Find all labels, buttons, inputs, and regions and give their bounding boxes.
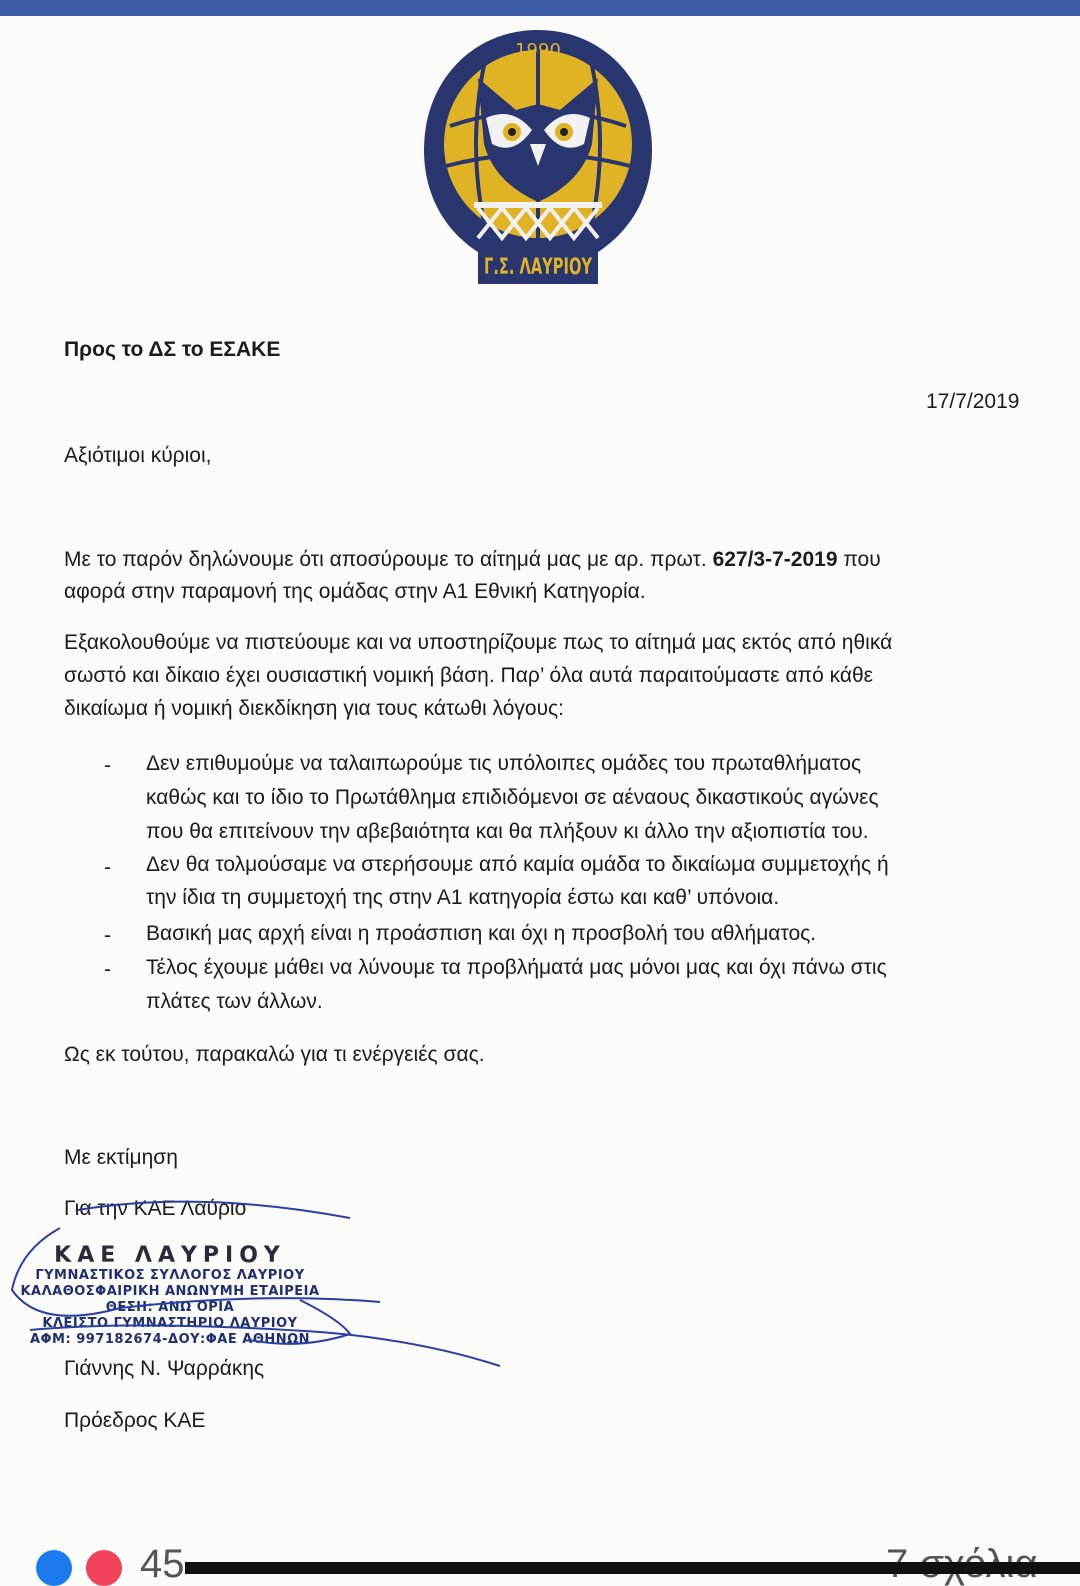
bullet-4-line-2: πλάτες των άλλων. <box>146 990 323 1013</box>
reactions-bar <box>0 1542 1080 1586</box>
like-icon[interactable] <box>36 1550 72 1586</box>
bullet-2-line-2: την ίδια τη συμμετοχή της στην Α1 κατηγορία έστω και καθ’ υπόνοια. <box>146 886 780 909</box>
divider-bar <box>185 1562 1080 1574</box>
para1-text-a: Με το παρόν δηλώνουμε ότι αποσύρουμε το αίτημά μας με αρ. πρωτ. <box>64 548 707 571</box>
stamp-line: ΘΕΣΗ: ΑΝΩ ΟΡΙΑ <box>105 1300 235 1315</box>
stamp-line: ΓΥΜΝΑΣΤΙΚΟΣ ΣΥΛΛΟΓΟΣ ΛΑΥΡΙΟΥ <box>35 1268 305 1283</box>
para1-text-b: που <box>843 548 881 571</box>
stamp-line: ΚΑΕ ΛΑΥΡΙΟΥ <box>54 1243 286 1268</box>
paragraph-1-line-2: αφορά στην παραμονή της ομάδας στην Α1 Εθνική Κατηγορία. <box>64 580 646 603</box>
paragraph-2-line-3: δικαίωμα ή νομική διεκδίκηση για τους κάτωθι λόγους: <box>64 697 565 720</box>
bullet-4-line-1: Τέλος έχουμε μάθει να λύνουμε τα προβλήματά μας μόνοι μας και όχι πάνω στις <box>146 956 887 979</box>
love-icon[interactable] <box>86 1550 122 1586</box>
reaction-count[interactable]: 45 <box>140 1542 185 1586</box>
bullet-2-line-1: Δεν θα τολμούσαμε να στερήσουμε από καμία ομάδα το δικαίωμα συμμετοχής ή <box>146 853 889 876</box>
closing-request: Ως εκ τούτου, παρακαλώ για τι ενέργειές σας. <box>64 1043 485 1066</box>
logo-year: 1990 <box>515 40 561 61</box>
letter-date: 17/7/2019 <box>926 390 1020 413</box>
for-company: Για την ΚΑΕ Λαύριο <box>64 1197 247 1220</box>
protocol-number: 627/3-7-2019 <box>712 548 838 571</box>
recipient: Προς το ΔΣ το ΕΣΑΚΕ <box>64 338 281 361</box>
signer-name: Γιάννης Ν. Ψαρράκης <box>64 1357 265 1380</box>
bullet-dash: - <box>104 754 111 777</box>
bullet-1-line-2: καθώς και το ίδιο το Πρωτάθλημα επιδιδόμενοι σε αέναους δικαστικούς αγώνες <box>146 786 879 809</box>
stamp-line: ΚΛΕΙΣΤΟ ΓΥΜΝΑΣΤΗΡΙΟ ΛΑΥΡΙΟΥ <box>42 1316 298 1331</box>
paragraph-2-line-2: σωστό και δίκαιο έχει ουσιαστική νομική βάση. Παρ’ όλα αυτά παραιτούμαστε από κάθε <box>64 664 874 687</box>
paragraph-1-line-1 <box>64 545 881 575</box>
bullet-dash: - <box>104 924 111 947</box>
stamp-line: ΑΦΜ: 997182674-ΔΟΥ:ΦΑΕ ΑΘΗΝΩΝ <box>29 1332 311 1347</box>
signer-title: Πρόεδρος ΚΑΕ <box>64 1409 206 1432</box>
bullet-1-line-3: που θα επιτείνουν την αβεβαιότητα και θα πλήξουν κι άλλο την αξιοπιστία του. <box>146 820 869 843</box>
handwritten-signature <box>0 1180 520 1380</box>
bullet-3-line-1: Βασική μας αρχή είναι η προάσπιση και όχι η προσβολή του αθλήματος. <box>146 922 817 945</box>
regards: Με εκτίμηση <box>64 1146 178 1169</box>
bullet-dash: - <box>104 856 111 879</box>
bullet-1-line-1: Δεν επιθυμούμε να ταλαιπωρούμε τις υπόλοιπες ομάδες του πρωταθλήματος <box>146 752 862 775</box>
salutation: Αξιότιμοι κύριοι, <box>64 444 212 467</box>
bullet-dash: - <box>104 958 111 981</box>
paragraph-2-line-1: Εξακολουθούμε να πιστεύουμε και να υποστηρίζουμε πως το αίτημά μας εκτός από ηθικά <box>64 631 893 654</box>
stamp-line: ΚΑΛΑΘΟΣΦΑΙΡΙΚΗ ΑΝΩΝΥΜΗ ΕΤΑΙΡΕΙΑ <box>20 1284 320 1299</box>
logo-name: Γ.Σ. ΛΑΥΡΙΟΥ <box>484 255 593 280</box>
